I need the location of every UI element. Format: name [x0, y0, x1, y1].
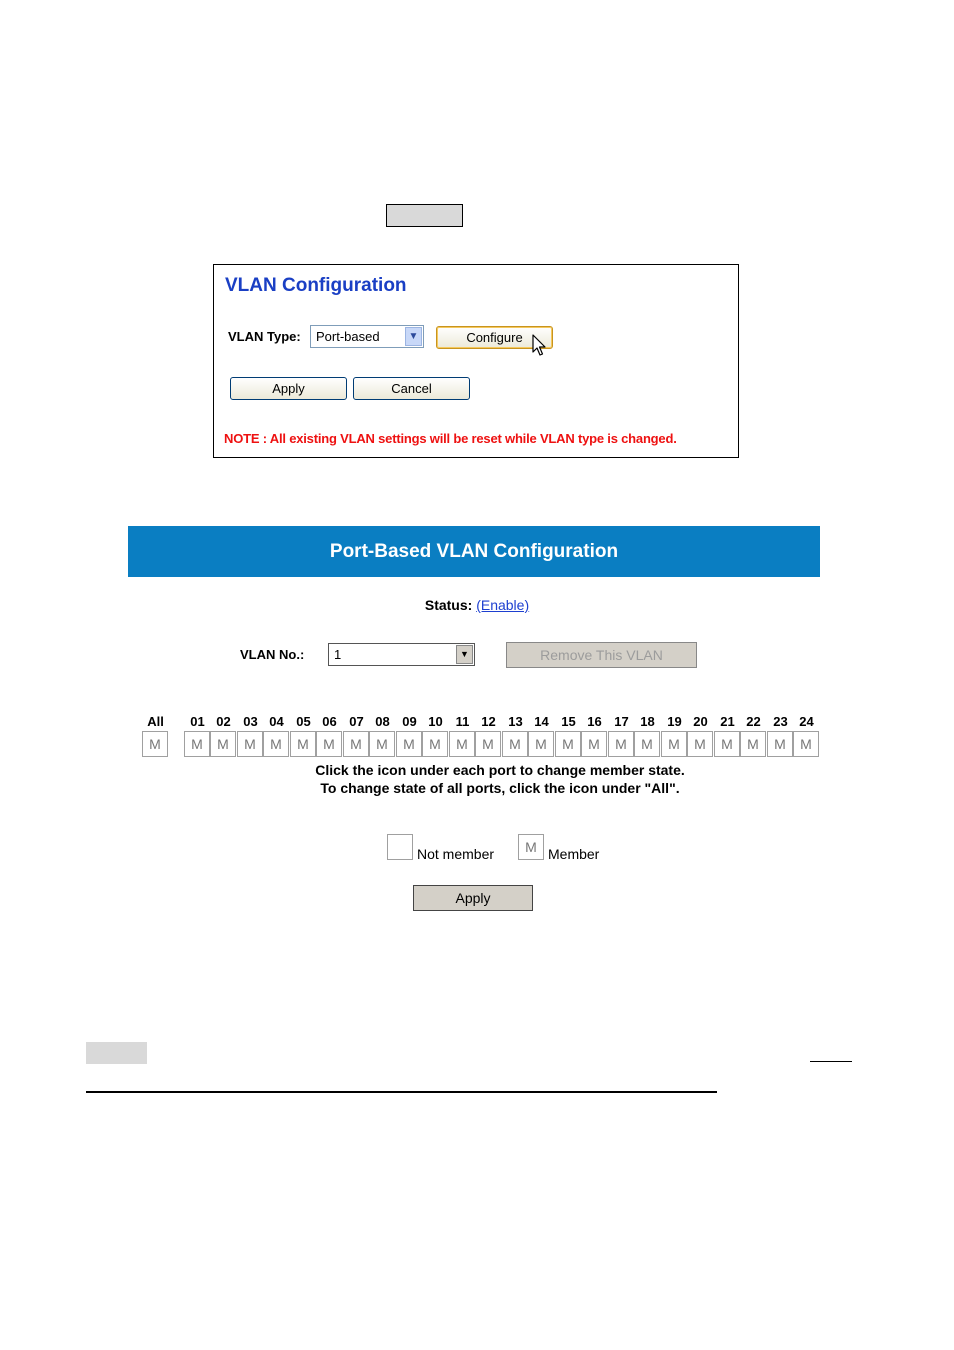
port-label: 07	[349, 714, 364, 729]
legend-not-member-label: Not member	[417, 846, 495, 862]
chevron-down-icon[interactable]: ▼	[405, 327, 422, 346]
remove-vlan-button[interactable]: Remove This VLAN	[506, 642, 697, 668]
port-label: 12	[481, 714, 496, 729]
port-label: 01	[190, 714, 205, 729]
port-member-toggle[interactable]: M	[502, 731, 528, 757]
vlan-no-select[interactable]	[328, 643, 475, 666]
vlan-no-label: VLAN No.:	[240, 647, 305, 662]
port-label: 24	[799, 714, 814, 729]
port-member-toggle[interactable]: M	[210, 731, 236, 757]
highlighted-term-strip	[86, 1042, 147, 1064]
port-member-toggle[interactable]: M	[528, 731, 554, 757]
port-label: 16	[587, 714, 602, 729]
port-label: 21	[720, 714, 735, 729]
port-member-toggle[interactable]: M	[475, 731, 501, 757]
port-label: 09	[402, 714, 417, 729]
port-member-toggle[interactable]: M	[634, 731, 660, 757]
port-member-toggle[interactable]: M	[608, 731, 634, 757]
port-label: 04	[269, 714, 284, 729]
port-member-toggle-all[interactable]: M	[142, 731, 168, 757]
port-member-toggle[interactable]: M	[237, 731, 263, 757]
vlan-type-select[interactable]	[310, 325, 424, 348]
port-member-toggle[interactable]: M	[290, 731, 316, 757]
port-member-toggle[interactable]: M	[343, 731, 369, 757]
port-label: 23	[773, 714, 788, 729]
vlan-no-value: 1	[334, 647, 342, 662]
status-enable-link[interactable]: (Enable)	[476, 597, 530, 613]
instruction-line-2: To change state of all ports, click the icon under "All".	[320, 780, 680, 796]
status-line	[0, 597, 954, 613]
port-label: 10	[428, 714, 443, 729]
chevron-down-icon[interactable]: ▼	[456, 645, 473, 664]
port-label: 02	[216, 714, 231, 729]
highlighted-term-box	[386, 204, 463, 227]
port-member-toggle[interactable]: M	[184, 731, 210, 757]
instruction-line-1: Click the icon under each port to change member state.	[315, 762, 685, 778]
port-vlan-apply-button[interactable]: Apply	[413, 885, 533, 911]
port-label: 08	[375, 714, 390, 729]
port-label-all: All	[147, 714, 164, 729]
port-member-toggle[interactable]: M	[661, 731, 687, 757]
port-label: 19	[667, 714, 682, 729]
port-label: 22	[746, 714, 761, 729]
port-label: 14	[534, 714, 549, 729]
vlan-type-value: Port-based	[316, 329, 380, 344]
underline-rule	[810, 1061, 852, 1062]
mouse-pointer-icon	[532, 334, 548, 358]
port-label: 20	[693, 714, 708, 729]
port-label: 11	[455, 714, 470, 729]
legend-not-member-icon	[387, 834, 413, 860]
vlan-type-note: NOTE : All existing VLAN settings will be reset while VLAN type is changed.	[224, 431, 677, 446]
port-member-toggle[interactable]: M	[316, 731, 342, 757]
port-member-toggle[interactable]: M	[767, 731, 793, 757]
vlan-configuration-title: VLAN Configuration	[225, 275, 407, 296]
port-label: 18	[640, 714, 655, 729]
port-member-toggle[interactable]: M	[422, 731, 448, 757]
status-label: Status:	[424, 597, 473, 613]
cancel-button[interactable]: Cancel	[353, 377, 470, 400]
configure-button[interactable]: Configure	[436, 326, 553, 349]
port-member-toggle[interactable]: M	[263, 731, 289, 757]
port-member-toggle[interactable]: M	[687, 731, 713, 757]
port-label: 03	[243, 714, 258, 729]
port-member-toggle[interactable]: M	[369, 731, 395, 757]
port-member-toggle[interactable]: M	[555, 731, 581, 757]
vlan-type-label: VLAN Type:	[228, 329, 301, 344]
port-member-toggle[interactable]: M	[396, 731, 422, 757]
port-label: 06	[322, 714, 337, 729]
port-based-vlan-header: Port-Based VLAN Configuration	[128, 526, 820, 577]
vlan-configuration-panel	[213, 264, 739, 458]
port-label: 17	[614, 714, 629, 729]
port-member-toggle[interactable]: M	[793, 731, 819, 757]
port-label: 05	[296, 714, 311, 729]
section-divider	[86, 1091, 717, 1093]
apply-button[interactable]: Apply	[230, 377, 347, 400]
port-label: 15	[561, 714, 576, 729]
port-label: 13	[508, 714, 523, 729]
port-member-toggle[interactable]: M	[740, 731, 766, 757]
port-member-toggle[interactable]: M	[449, 731, 475, 757]
legend-member-label: Member	[548, 846, 600, 862]
port-member-toggle[interactable]: M	[714, 731, 740, 757]
legend-member-icon: M	[518, 834, 544, 860]
port-member-toggle[interactable]: M	[581, 731, 607, 757]
